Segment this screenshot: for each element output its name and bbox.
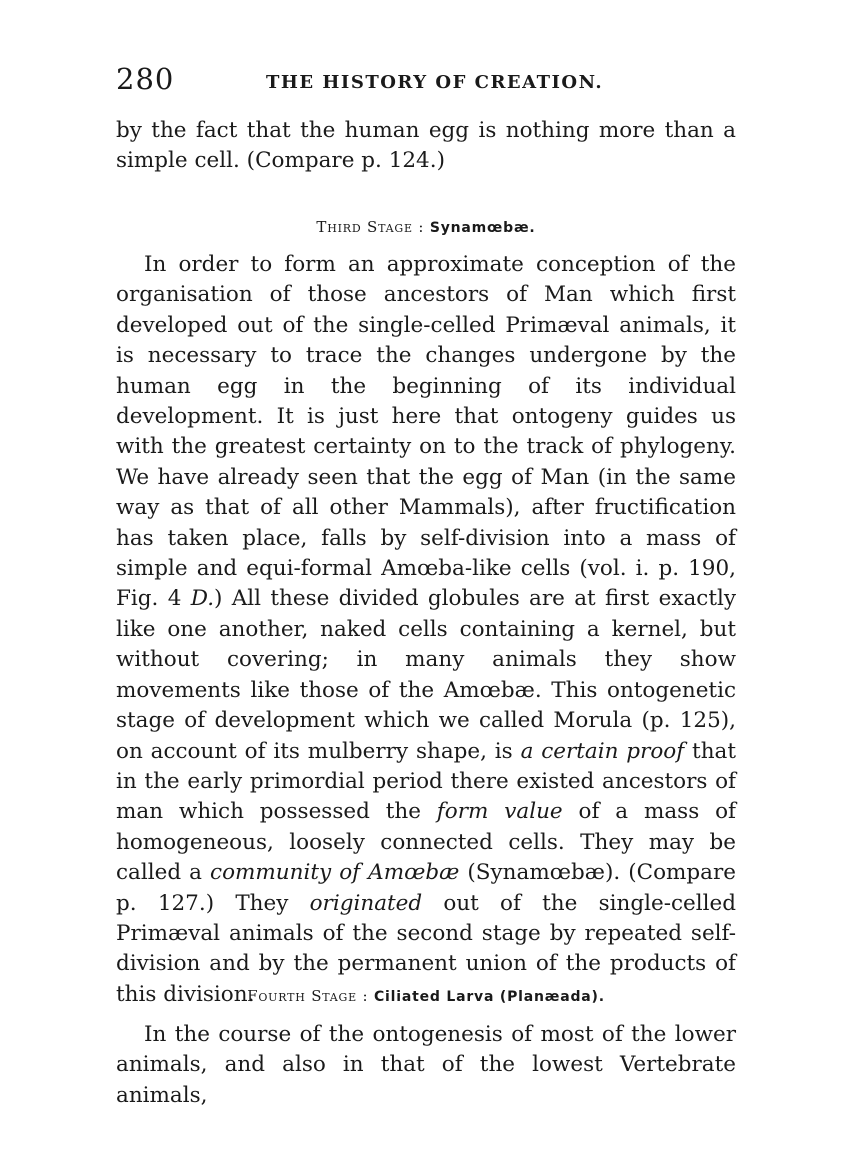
text-run: that in the early primordial period there existed ancestors of man which possessed the (116, 738, 736, 825)
italic-phrase: community of Amœbæ (210, 860, 460, 886)
italic-phrase: a certain proof (520, 738, 685, 764)
page-number: 280 (116, 62, 175, 96)
text-run: out of the single-celled Primæval animals of the second stage by repeated self-division and by the permanent union of the products of this division. (116, 890, 736, 1007)
section-heading-fourth-stage (116, 987, 736, 1005)
paragraph-main-text (116, 250, 736, 1010)
paragraph-continuation (116, 116, 736, 177)
paragraph-final (116, 1020, 736, 1111)
text-run: In order to form an approximate conception of the organisation of those ancestors of Man which first developed out of the single-celled Primæval animals, it is necessary to trace the changes undergone by the human egg in the beginning of its individual development. It is just here that ontogeny guides us with the greatest certainty on to the track of phylogeny. We have already seen that the egg of Man (in the same way as that of all other Mammals), after fructification has taken place, falls by self-division into a mass of simple and equi-formal Amœba-like cells (vol. i. p. 190, Fig. 4 (116, 252, 736, 612)
page-header (116, 62, 736, 102)
text-run: (Synamœbæ). (Compare p. 127.) They (116, 860, 736, 916)
paragraph-continuation-text: by the fact that the human egg is nothing more than a simple cell. (Compare p. 124.) (116, 118, 736, 174)
section-heading-label: Third Stage : (316, 218, 425, 236)
running-title: THE HISTORY OF CREATION. (266, 72, 604, 93)
figure-reference: D. (190, 586, 215, 612)
text-run: ) All these divided globules are at first exactly like one another, naked cells containing a kernel, but without covering; in many animals they show movements like those of the Amœbæ. This ontogenetic stage of development which we called Morula (p. 125), on account of its mulberry shape, is (116, 586, 736, 764)
section-heading-name: Ciliated Larva (Planæada). (373, 989, 605, 1005)
text-run: of a mass of homogeneous, loosely connected cells. They may be called a (116, 799, 736, 886)
section-heading-third-stage (116, 218, 736, 236)
italic-phrase: originated (309, 890, 423, 916)
italic-phrase: form value (436, 799, 563, 825)
section-heading-name: Synamœbæ. (429, 220, 536, 236)
paragraph-main (116, 250, 736, 1010)
paragraph-final-text: In the course of the ontogenesis of most of the lower animals, and also in that of the lowest Vertebrate animals, (116, 1022, 736, 1108)
section-heading-label: Fourth Stage : (247, 987, 369, 1005)
